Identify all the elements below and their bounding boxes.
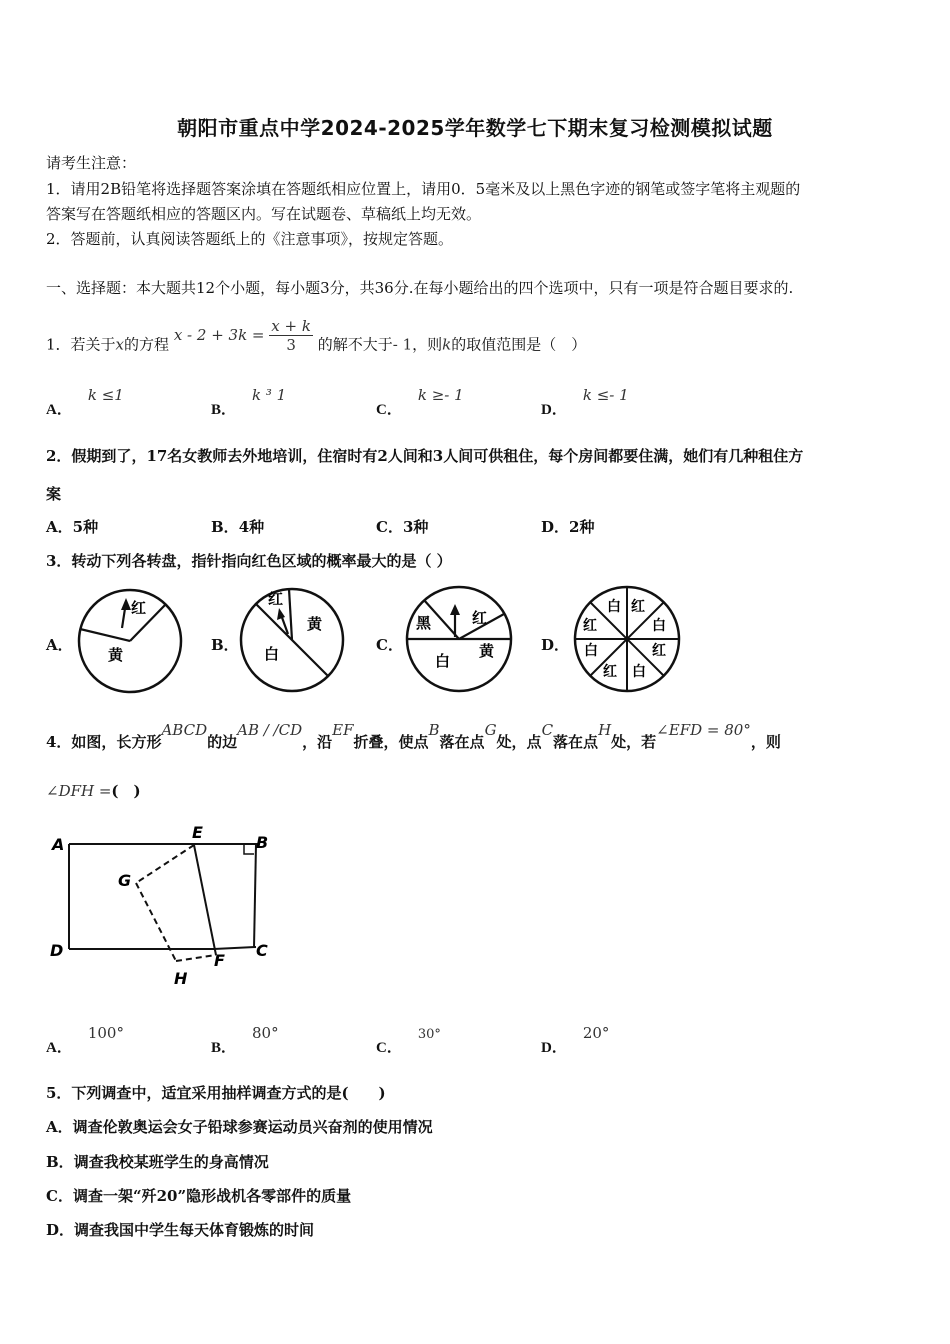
spinner-d-sector-label: 红 [631,599,645,615]
spinner-d-sector-label: 白 [607,599,621,615]
q4-math-g: G [484,721,497,739]
q1-option-d: D．k ≤- 1 [541,386,629,418]
q5-option-b: B．调查我校某班学生的身高情况 [46,1153,269,1171]
figure-label-c: C [256,941,268,960]
q1-var-x: x [115,335,125,354]
notice-heading: 请考生注意： [46,154,137,172]
question-5-stem: 5．下列调查中，适宜采用抽样调查方式的是( ) [46,1084,386,1102]
spinner-d-sector-label: 红 [583,618,597,634]
figure-label-a: A [52,835,65,854]
q1-option-b: B．k ³ 1 [211,386,287,418]
spinner-c-white-label: 白 [435,652,451,670]
spinner-a-red-label: 红 [131,599,147,617]
q1-fraction [269,317,313,354]
q3-label-a: A． [46,636,73,654]
spinner-a-yellow-label: 黄 [108,646,124,664]
question-4-stem: 4．如图，长方形ABCD的边AB / /CD，沿EF折叠，使点B落在点G处，点C落在点H处，若∠EFD = 80°，则 [46,721,781,751]
q3-label-d: D． [541,636,570,654]
q1-fraction-denominator: 3 [286,336,296,354]
q4-option-a: A．100° [46,1024,124,1056]
spinner-c-yellow-label: 黄 [479,642,495,660]
q4-math-b: B [428,721,440,739]
q4-math-angle: ∠EFD = 80° [656,721,751,739]
q2-option-b: B．4种 [211,518,265,536]
q1-option-c: C．k ≥- 1 [376,386,464,418]
q1-fraction-numerator: x + k [271,317,311,335]
spinner-d-sector-label: 白 [584,643,598,659]
spinner-b-red-label: 红 [268,590,284,608]
question-4-stem-line-2: ∠DFH =( ) [46,782,141,800]
spinner-d-sector-label: 红 [652,643,666,659]
question-3-stem: 3．转动下列各转盘，指针指向红色区域的概率最大的是（ ） [46,552,452,570]
q1-text: 1．若关于 [46,335,116,354]
q1-neg-one: - 1 [392,335,413,354]
spinner-b-yellow-label: 黄 [307,615,323,633]
q2-option-a: A．5种 [46,518,99,536]
q4-math-ef: EF [332,721,354,739]
q5-option-c: C．调查一架“歼20”隐形战机各零部件的质量 [46,1187,352,1205]
q5-option-a: A．调查伦敦奥运会女子铅球参赛运动员兴奋剂的使用情况 [46,1118,433,1136]
notice-line-1: 1．请用2B铅笔将选择题答案涂填在答题纸相应位置上，请用0．5毫米及以上黑色字迹的钢笔或签字笔将主观题的 [46,180,801,198]
figure-label-f: F [214,951,225,970]
spinner-d [572,584,684,694]
figure-label-d: D [50,941,64,960]
q4-option-d: D．20° [541,1024,610,1056]
figure-label-g: G [118,871,132,890]
q1-text: 的取值范围是（ ） [451,335,587,354]
section-heading: 一、选择题：本大题共12个小题，每小题3分，共36分.在每小题给出的四个选项中，只有一项是符合题目要求的. [46,279,794,297]
q1-equation-left: x - 2 + 3k = [173,325,265,344]
q4-math-h: H [598,721,612,739]
figure-label-h: H [174,969,188,988]
q2-option-d: D．2种 [541,518,595,536]
figure-label-e: E [192,823,203,842]
q1-text: ，则 [412,335,443,354]
q4-math-c: C [541,721,554,739]
question-2-stem-line-2: 案 [46,485,62,503]
q5-option-d: D．调查我国中学生每天体育锻炼的时间 [46,1221,315,1239]
q4-option-b: B．80° [211,1024,279,1056]
spinner-d-sector-label: 红 [603,664,617,680]
q3-label-b: B． [211,636,239,654]
question-1-stem [46,317,587,364]
q2-option-c: C．3种 [376,518,429,536]
question-2-stem-line-1: 2．假期到了，17名女教师去外地培训，住宿时有2人间和3人间可供租住，每个房间都要住满，她们有几种租住方 [46,447,804,465]
q1-option-a: A．k ≤1 [46,386,124,418]
spinner-c-red-label: 红 [472,609,488,627]
spinner-a [76,588,186,694]
spinner-c-black-label: 黑 [416,614,432,632]
q1-text: 的方程 [124,335,170,354]
spinner-d-sector-label: 白 [632,664,646,680]
q1-text: 的解不大于 [317,335,393,354]
spinner-c [404,584,516,694]
q1-var-k: k [442,335,452,354]
notice-line-3: 2．答题前，认真阅读答题纸上的《注意事项》，按规定答题。 [46,230,454,248]
spinner-d-sector-label: 白 [652,618,666,634]
notice-line-2: 答案写在答题纸相应的答题区内。写在试题卷、草稿纸上均无效。 [46,205,482,223]
page-title: 朝阳市重点中学2024-2025学年数学七下期末复习检测模拟试题 [177,116,773,140]
q3-label-c: C． [376,636,403,654]
figure-label-b: B [256,833,269,852]
q4-rectangle-figure [44,818,284,998]
q4-math-dfh: ∠DFH = [46,782,112,800]
spinner-b [238,586,348,694]
q4-option-c: C．30° [376,1027,441,1056]
spinner-b-white-label: 白 [264,645,280,663]
q4-math-parallel: AB / /CD [237,721,303,739]
q4-math-abcd: ABCD [161,721,208,739]
